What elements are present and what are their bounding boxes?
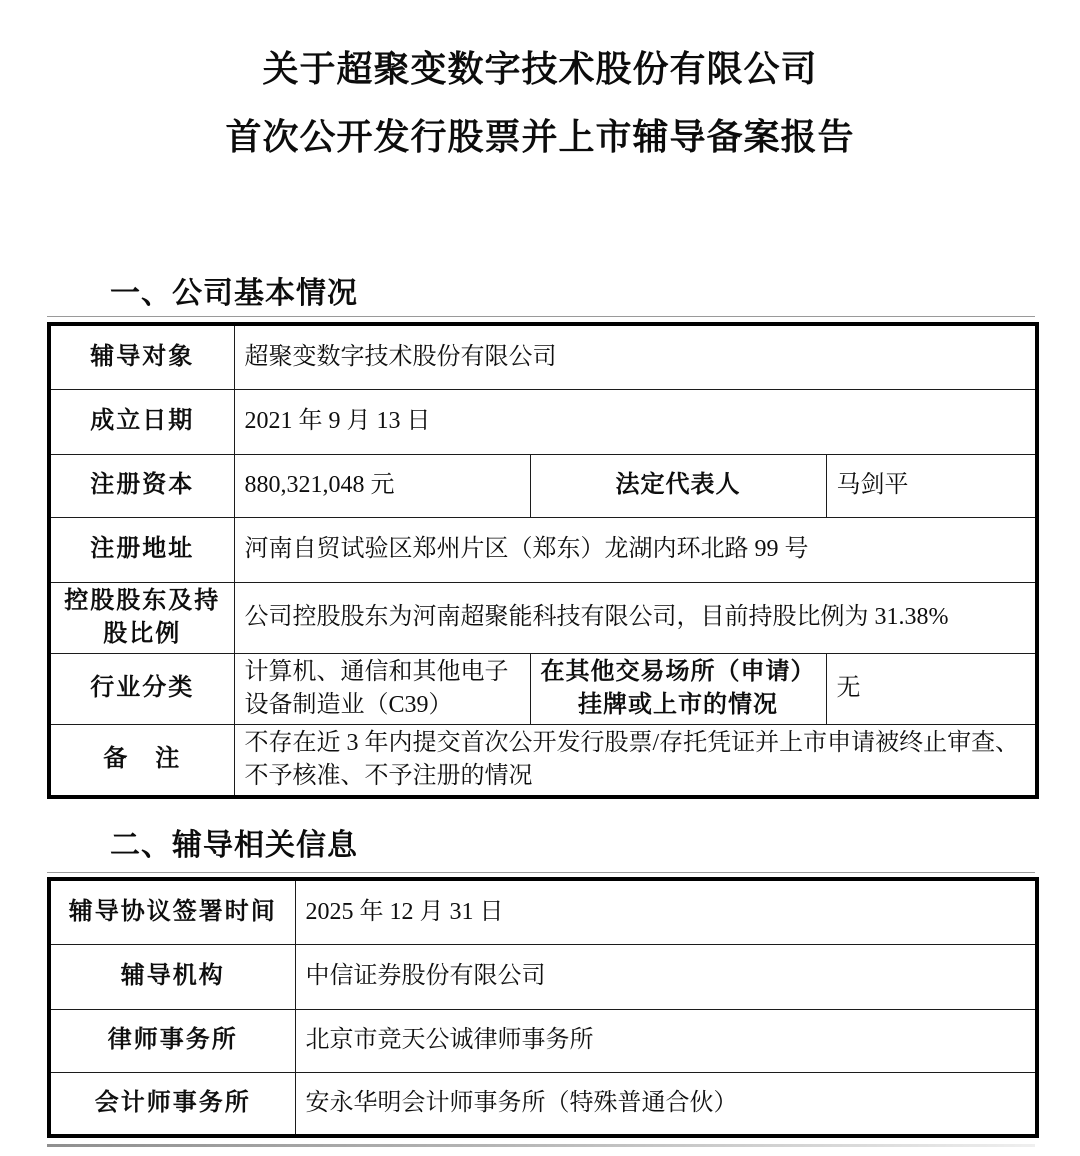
section-heading-guidance-info: 二、辅导相关信息 [110,829,358,862]
table-row-industry-classification [49,653,1037,724]
section-heading-company-basics: 一、公司基本情况 [110,277,358,310]
row-label: 辅导协议签署时间 [49,879,295,944]
cell-value-other-listing: 无 [826,653,1037,724]
row-label: 成立日期 [49,389,234,454]
row-label: 行业分类 [49,653,234,724]
cell-value: 公司控股股东为河南超聚能科技有限公司，目前持股比例为 31.38% [234,582,1037,653]
cell-value: 2021 年 9 月 13 日 [234,389,1037,454]
company-basic-info-table [47,322,1039,799]
table-row-guidance-target [49,324,1037,389]
table-row-remarks [49,724,1037,797]
guidance-info-table [47,877,1039,1138]
table-row-agreement-date [49,879,1037,944]
cell-value-legal-representative: 马剑平 [826,454,1037,517]
row-label: 会计师事务所 [49,1072,295,1136]
cell-value: 安永华明会计师事务所（特殊普通合伙） [295,1072,1037,1136]
cell-value: 不存在近 3 年内提交首次公开发行股票/存托凭证并上市申请被终止审查、不予核准、不予注册的情况 [234,724,1037,797]
table-row-establish-date [49,389,1037,454]
cell-value: 中信证券股份有限公司 [295,944,1037,1009]
row-label: 注册资本 [49,454,234,517]
cell-value: 880,321,048 元 [234,454,530,517]
table-row-registered-address [49,517,1037,582]
row-label-legal-representative: 法定代表人 [530,454,826,517]
cell-value-industry: 计算机、通信和其他电子设备制造业（C39） [234,653,530,724]
cell-value: 北京市竞天公诚律师事务所 [295,1009,1037,1072]
table-row-controlling-shareholder [49,582,1037,653]
row-label: 注册地址 [49,517,234,582]
table-row-guidance-institution [49,944,1037,1009]
row-label: 备 注 [49,724,234,797]
row-label: 律师事务所 [49,1009,295,1072]
scan-artifact-line [47,316,1035,317]
table-row-registered-capital [49,454,1037,517]
row-label: 控股股东及持股比例 [49,582,234,653]
cell-value: 2025 年 12 月 31 日 [295,879,1037,944]
row-label-other-listing: 在其他交易场所（申请）挂牌或上市的情况 [530,653,826,724]
document-title-line1: 关于超聚变数字技术股份有限公司 [262,49,818,89]
row-label: 辅导对象 [49,324,234,389]
table-row-accounting-firm [49,1072,1037,1136]
row-label: 辅导机构 [49,944,295,1009]
scan-artifact-line [47,1144,1035,1147]
table-row-law-firm [49,1009,1037,1072]
cell-value: 河南自贸试验区郑州片区（郑东）龙湖内环北路 99 号 [234,517,1037,582]
document-title-line2: 首次公开发行股票并上市辅导备案报告 [225,117,855,157]
scan-artifact-line [47,872,1035,873]
cell-value: 超聚变数字技术股份有限公司 [234,324,1037,389]
